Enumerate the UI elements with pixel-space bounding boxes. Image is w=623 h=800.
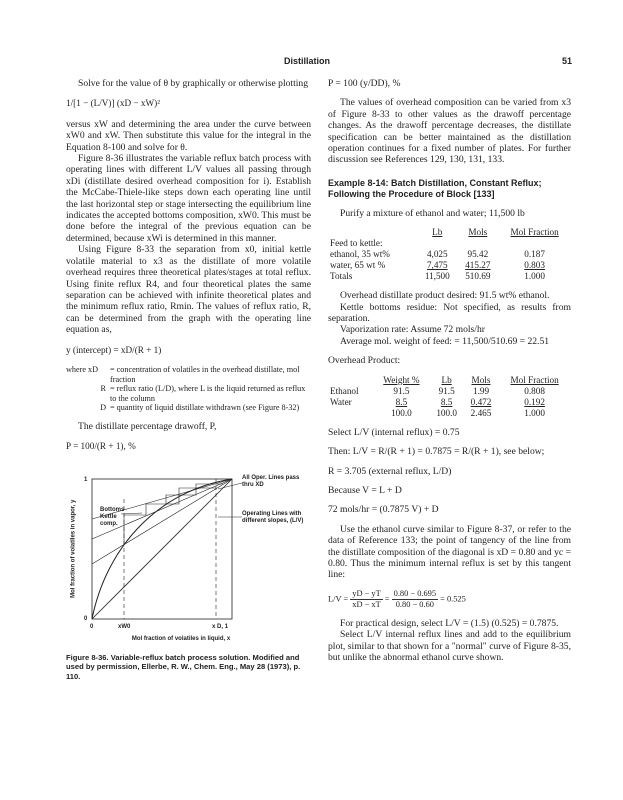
table-row	[328, 271, 571, 282]
x-tick-label: x D, 1	[212, 623, 229, 630]
annotation-label: Operating Lines with different slopes, (L/V)	[242, 510, 304, 524]
table-cell: 1.000	[524, 271, 545, 282]
paragraph: Purify a mixture of ethanol and water; 11,500 lb	[340, 207, 525, 219]
table-header	[328, 375, 373, 386]
definition-text: = quantity of liquid distillate withdrawn (see Figure 8-32)	[110, 403, 300, 413]
fraction-result: = 0.525	[440, 594, 466, 604]
fraction	[392, 589, 438, 610]
table-cell: 95.42	[467, 249, 489, 260]
paragraph: Use the ethanol curve similar to Figure 8-37, or refer to the data of Reference 133; the point of tangency of the line from the distillate composition of the diagonal is xD = 0.80 and yc = 0.80. Thus the minimum internal reflux is set by this tangent line:	[328, 523, 571, 581]
table-header: Mol Fraction	[510, 374, 559, 385]
table-header	[328, 227, 417, 238]
section-label: Overhead Product:	[328, 355, 401, 367]
stage-steps	[166, 484, 223, 504]
paragraph: For practical design, select L/V = (1.5) (0.525) = 0.7875.	[340, 617, 559, 629]
paragraph: Figure 8-36 illustrates the variable reflux batch process with operating lines with different L/V values all passing through xDi (distillate desired overhead composition for i). Establish the McCabe-Thiele-like steps down each operating line until the last horizontal step or stage intersecting the equilibrium line indicates the accepted bottoms composition, xW0. This must be done before the integral of the previous equation can be determined, because xWi is determined in this manner.	[66, 153, 311, 244]
table-row	[328, 386, 571, 397]
table-header: Mols	[471, 374, 491, 385]
left-column	[66, 78, 311, 681]
paragraph: Average mol. weight of feed: = 11,500/510.69 = 22.51	[340, 335, 550, 347]
table-cell	[328, 408, 373, 419]
table-cell: Totals	[330, 271, 353, 282]
paragraph: Select L/V internal reflux lines and add to the equilibrium plot, similar to that shown for a "normal" curve of Figure 8-35, but unlike the abnormal ethanol curve shown.	[328, 629, 571, 663]
table-cell: 8.5	[440, 396, 453, 407]
table-cell: Ethanol	[330, 385, 359, 396]
definition-text: = reflux ratio (L/D), where L is the liquid returned as reflux to the column	[110, 384, 306, 403]
table-row	[328, 397, 571, 408]
definition-text: = concentration of volatiles in the overhead distillate, mol fraction	[110, 364, 300, 384]
table-header: Weight %	[383, 374, 420, 385]
table-cell: ethanol, 35 wt%	[330, 249, 390, 260]
equation-line: Then: L/V = R/(R + 1) = 0.7875 = R/(R + 1), see below;	[328, 446, 545, 458]
equation: 1/[1 − (L/V)] (xD − xW)²	[66, 98, 160, 109]
figure-8-36-chart	[66, 469, 311, 649]
paragraph: Vaporization rate: Assume 72 mols/hr	[340, 324, 485, 336]
equation: y (intercept) = xD/(R + 1)	[66, 344, 162, 355]
table-cell: 11,500	[424, 271, 450, 282]
equation: P = 100 (y/DD), %	[328, 78, 401, 89]
table-cell: 0.803	[524, 260, 545, 271]
running-header-title: Distillation	[284, 56, 331, 66]
table-cell: 100.0	[436, 407, 457, 418]
paragraph: versus xW and determining the area under the curve between xW0 and xW. Then substitute this value for the integral in the Equation 8-100 and solve for θ.	[66, 118, 311, 153]
table-cell: 4,025	[426, 249, 448, 260]
equation-line: Because V = L + D	[328, 484, 402, 496]
table-header: Lb	[441, 374, 452, 385]
fraction-lhs: L/V =	[328, 594, 349, 604]
y-tick-label: 1	[84, 476, 88, 483]
diagonal-line	[92, 479, 232, 619]
paragraph: The values of overhead composition can be varied from x3 of Figure 8-33 to other values as the drawoff percentage changes. As the drawoff percentage decreases, the distillate specification can be better maintained as the distillation operation continues for a fixed number of plates. For further discussion see References 129, 130, 131, 133.	[328, 97, 571, 166]
fraction-denominator: xD − xT	[352, 599, 381, 609]
table-row	[328, 408, 571, 419]
fraction-equation	[328, 589, 571, 610]
equation-line: Select L/V (internal reflux) = 0.75	[328, 426, 460, 438]
chart-svg	[66, 469, 311, 649]
equals-sign: =	[384, 594, 390, 604]
table-cell: 510.69	[465, 271, 491, 282]
table-row	[328, 260, 571, 271]
fraction-numerator: yD − yT	[352, 588, 381, 598]
definition-term: R	[100, 384, 106, 394]
paragraph: The distillate percentage drawoff, P,	[78, 420, 217, 432]
stage-steps	[124, 488, 216, 544]
example-title: Example 8-14: Batch Distillation, Constant Reflux; Following the Procedure of Block [133]	[328, 177, 542, 199]
definition-term: where xD	[66, 364, 99, 374]
table-header: Mols	[468, 227, 488, 238]
x-axis-label: Mol fraction of volatiles in liquid, x	[131, 635, 231, 642]
y-tick-label: 0	[84, 615, 88, 622]
table-cell: 0.808	[524, 385, 545, 396]
paragraph: Solve for the value of θ by graphically or otherwise plotting	[78, 78, 308, 89]
table-cell: 415.27	[465, 260, 491, 271]
page-number: 51	[562, 56, 573, 66]
table-cell: 91.5	[438, 385, 455, 396]
paragraph: Overhead distillate product desired: 91.5 wt% ethanol.	[340, 290, 550, 302]
annotation-label: All Oper. Lines pass thru XD	[242, 474, 300, 488]
paragraph: Using Figure 8-33 the separation from x0, initial kettle volatile material to x3 as the distillate of more volatile overhead requires three theoretical plates/stages at total reflux. Using finite reflux R4, and four theoretical plates the same separation can be achieved with infinite theoretical plates and the minimum reflux ratio, Rmin. The values of reflux ratio, R, can be determined from the graph with the operating line equation as,	[66, 244, 311, 336]
right-column	[328, 78, 571, 663]
definition-term: D	[100, 403, 106, 413]
table-header: Lb	[432, 227, 443, 238]
x-tick-label: xW0	[118, 623, 131, 630]
table-cell: 0.192	[524, 396, 545, 407]
table-cell: 91.5	[393, 385, 410, 396]
paragraph: Kettle bottoms residue: Not specified, as results from separation.	[328, 301, 571, 325]
y-axis-label: Mol fraction of volatiles in vapor, y	[70, 499, 77, 598]
table-cell: 2.465	[470, 407, 492, 418]
annotation-label: Bottoms Kettle comp.	[100, 506, 125, 527]
table-cell: 8.5	[395, 396, 408, 407]
table-cell: 1.99	[472, 385, 490, 396]
table-cell: Feed to kettle:	[330, 238, 383, 249]
table-cell: 1.000	[524, 407, 545, 418]
overhead-table	[328, 375, 571, 419]
variable-definitions	[66, 365, 311, 413]
equation-line: R = 3.705 (external reflux, L/D)	[328, 465, 452, 477]
equation-line: 72 mols/hr = (0.7875 V) + D	[328, 504, 439, 516]
fraction-denominator: 0.80 − 0.60	[395, 599, 434, 609]
table-cell: Water	[330, 396, 352, 407]
feed-table	[328, 227, 571, 282]
table-cell: 0.187	[524, 249, 545, 260]
equation: P = 100/(R + 1), %	[66, 441, 136, 452]
table-cell: 100.0	[391, 407, 412, 418]
table-row	[328, 249, 571, 260]
table-cell: 0.472	[470, 396, 492, 407]
fraction-numerator: 0.80 − 0.695	[393, 588, 437, 598]
fraction	[350, 589, 382, 610]
x-tick-label: 0	[90, 623, 94, 630]
table-cell: 7,475	[426, 260, 448, 271]
table-header: Mol Fraction	[510, 227, 559, 238]
figure-caption: Figure 8-36. Variable-reflux batch process solution. Modified and used by permission, Ellerbe, R. W., Chem. Eng., May 28 (1973), p. 110.	[66, 652, 301, 681]
table-cell: water, 65 wt %	[330, 260, 386, 271]
